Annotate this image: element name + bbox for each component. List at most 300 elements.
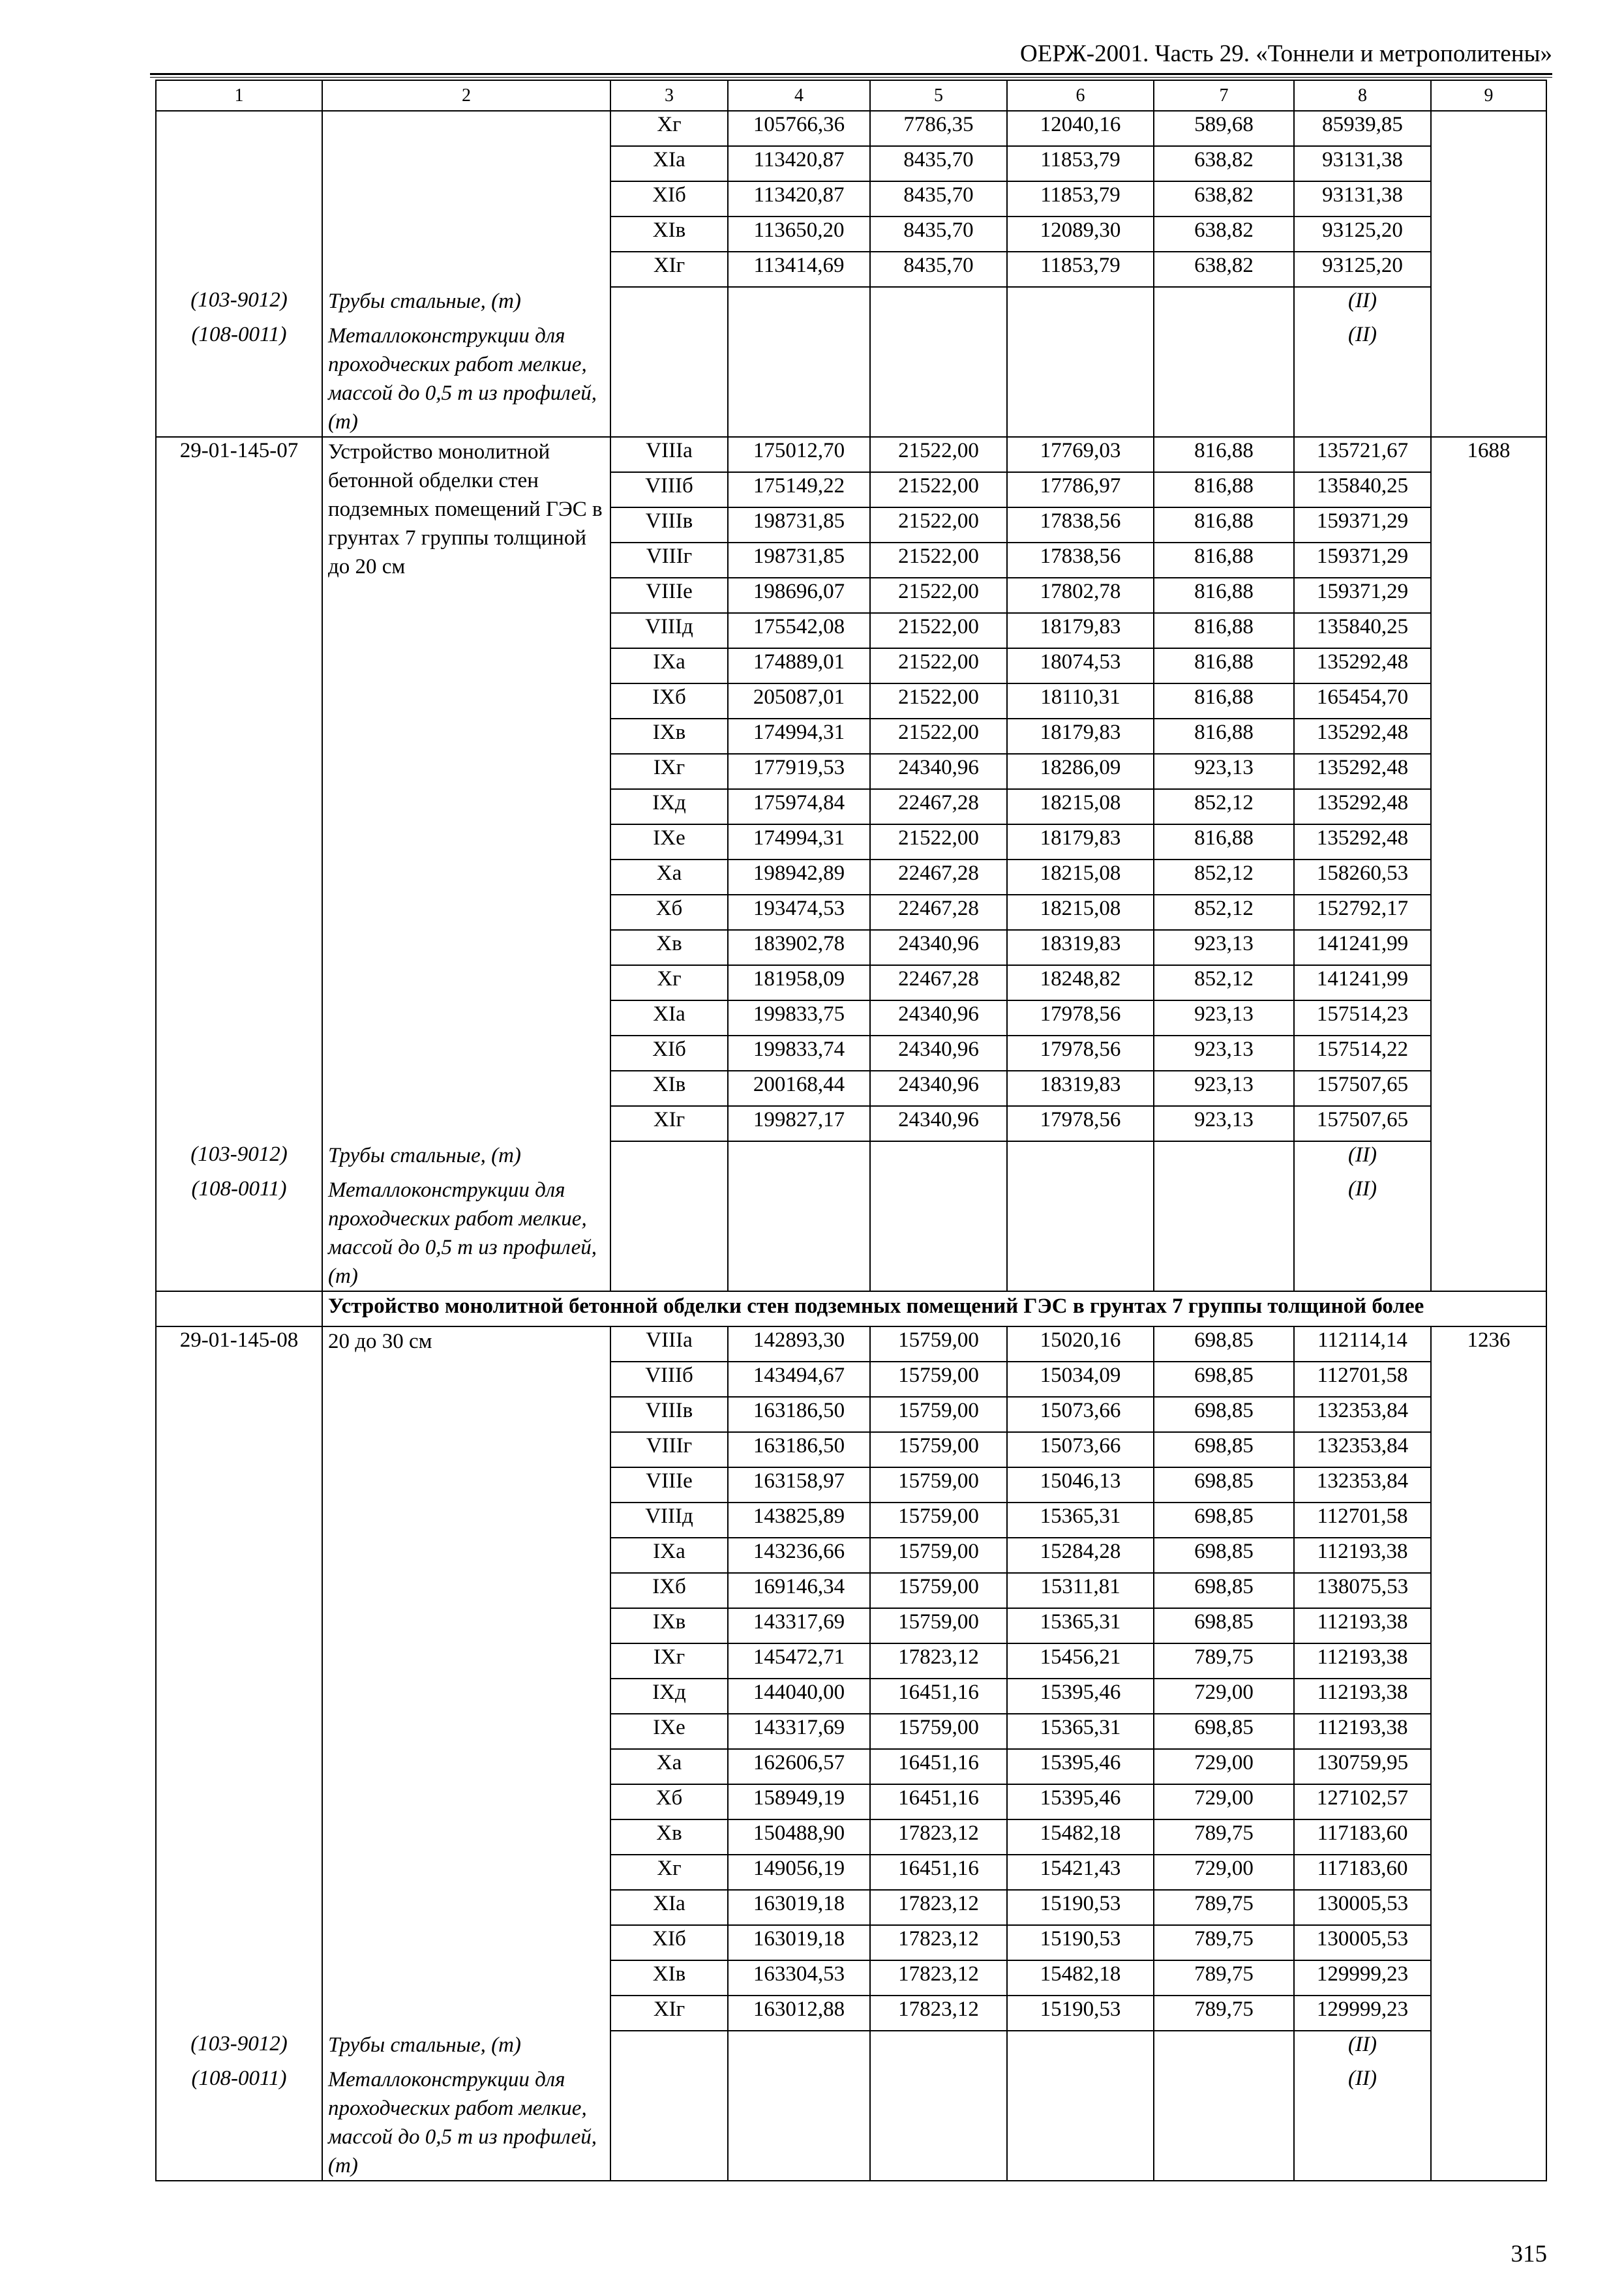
price-cell: 24340,96: [870, 1036, 1007, 1071]
soil-class: VIIIб: [610, 472, 728, 507]
empty-cell: [870, 2031, 1007, 2065]
price-cell: 130005,53: [1294, 1890, 1431, 1925]
empty-cell: [1007, 1141, 1154, 1176]
price-cell: 15759,00: [870, 1714, 1007, 1749]
price-cell: 923,13: [1154, 754, 1294, 789]
price-cell: 18248,82: [1007, 965, 1154, 1000]
price-cell: 157514,23: [1294, 1000, 1431, 1036]
price-cell: 8435,70: [870, 252, 1007, 287]
soil-class: Xа: [610, 1749, 728, 1784]
price-cell: 199833,74: [728, 1036, 870, 1071]
price-cell: 12089,30: [1007, 217, 1154, 252]
price-cell: 112193,38: [1294, 1608, 1431, 1643]
price-cell: 816,88: [1154, 507, 1294, 543]
price-cell: 199827,17: [728, 1106, 870, 1141]
price-cell: 923,13: [1154, 1071, 1294, 1106]
price-cell: 816,88: [1154, 613, 1294, 648]
soil-class: IXб: [610, 683, 728, 719]
price-cell: 17823,12: [870, 1643, 1007, 1679]
empty-cell: [610, 287, 728, 322]
price-cell: 93131,38: [1294, 181, 1431, 217]
price-cell: 132353,84: [1294, 1467, 1431, 1503]
price-cell: 175012,70: [728, 437, 870, 472]
price-cell: 105766,36: [728, 111, 870, 146]
empty-cell: [870, 287, 1007, 322]
price-cell: 175542,08: [728, 613, 870, 648]
price-cell: 8435,70: [870, 181, 1007, 217]
material-name: Металлоконструкции для проходческих работ мелкие, массой до 0,5 т из профилей, (т): [322, 2065, 610, 2181]
material-name: Трубы стальные, (т): [322, 2031, 610, 2065]
price-cell: 17838,56: [1007, 507, 1154, 543]
column-number: 8: [1294, 80, 1431, 111]
price-cell: 15190,53: [1007, 1890, 1154, 1925]
empty-cell: [610, 1141, 728, 1176]
empty-cell: [1007, 2065, 1154, 2181]
price-cell: 174994,31: [728, 824, 870, 860]
price-cell: 923,13: [1154, 930, 1294, 965]
soil-class: Xг: [610, 965, 728, 1000]
price-cell: 15421,43: [1007, 1855, 1154, 1890]
price-cell: 589,68: [1154, 111, 1294, 146]
material-code: (103-9012): [156, 1141, 322, 1176]
soil-class: XIб: [610, 181, 728, 217]
price-cell: 24340,96: [870, 754, 1007, 789]
col9-value: 1688: [1431, 437, 1546, 1291]
material-mark: (II): [1294, 287, 1431, 322]
price-cell: 789,75: [1154, 1643, 1294, 1679]
price-cell: 15759,00: [870, 1608, 1007, 1643]
price-cell: 12040,16: [1007, 111, 1154, 146]
price-cell: 113650,20: [728, 217, 870, 252]
soil-class: IXг: [610, 1643, 728, 1679]
price-cell: 698,85: [1154, 1362, 1294, 1397]
price-cell: 199833,75: [728, 1000, 870, 1036]
price-cell: 112193,38: [1294, 1643, 1431, 1679]
price-cell: 18074,53: [1007, 648, 1154, 683]
price-cell: 175974,84: [728, 789, 870, 824]
price-cell: 143236,66: [728, 1538, 870, 1573]
price-cell: 21522,00: [870, 824, 1007, 860]
empty-cell: [156, 1291, 322, 1326]
price-cell: 130759,95: [1294, 1749, 1431, 1784]
price-cell: 18179,83: [1007, 824, 1154, 860]
material-name: Металлоконструкции для проходческих работ мелкие, массой до 0,5 т из профилей, (т): [322, 1176, 610, 1291]
price-cell: 789,75: [1154, 1925, 1294, 1960]
material-row: [156, 287, 1546, 322]
soil-class: Xа: [610, 860, 728, 895]
price-cell: 198731,85: [728, 507, 870, 543]
soil-class: VIIIе: [610, 578, 728, 613]
price-cell: 21522,00: [870, 543, 1007, 578]
price-cell: 112701,58: [1294, 1362, 1431, 1397]
price-cell: 17823,12: [870, 1819, 1007, 1855]
empty-cell: [870, 322, 1007, 437]
price-cell: 93125,20: [1294, 217, 1431, 252]
soil-class: XIв: [610, 1071, 728, 1106]
price-cell: 135292,48: [1294, 789, 1431, 824]
price-cell: 698,85: [1154, 1573, 1294, 1608]
price-cell: 150488,90: [728, 1819, 870, 1855]
price-cell: 15759,00: [870, 1467, 1007, 1503]
price-cell: 163186,50: [728, 1432, 870, 1467]
price-cell: 22467,28: [870, 965, 1007, 1000]
price-cell: 17978,56: [1007, 1106, 1154, 1141]
price-cell: 21522,00: [870, 648, 1007, 683]
price-cell: 163012,88: [728, 1996, 870, 2031]
soil-class: XIг: [610, 252, 728, 287]
soil-class: XIа: [610, 146, 728, 181]
price-cell: 852,12: [1154, 895, 1294, 930]
price-cell: 205087,01: [728, 683, 870, 719]
price-cell: 157514,22: [1294, 1036, 1431, 1071]
price-cell: 789,75: [1154, 1996, 1294, 2031]
price-cell: 8435,70: [870, 217, 1007, 252]
price-cell: 158949,19: [728, 1784, 870, 1819]
price-cell: 15759,00: [870, 1362, 1007, 1397]
price-cell: 16451,16: [870, 1855, 1007, 1890]
price-cell: 144040,00: [728, 1679, 870, 1714]
column-number: 4: [728, 80, 870, 111]
material-name: Трубы стальные, (т): [322, 1141, 610, 1176]
price-cell: 135292,48: [1294, 648, 1431, 683]
price-cell: 183902,78: [728, 930, 870, 965]
price-cell: 18215,08: [1007, 860, 1154, 895]
price-cell: 129999,23: [1294, 1996, 1431, 2031]
price-cell: 15395,46: [1007, 1784, 1154, 1819]
rate-code: 29-01-145-08: [156, 1326, 322, 2031]
price-cell: 132353,84: [1294, 1397, 1431, 1432]
price-cell: 17823,12: [870, 1996, 1007, 2031]
price-cell: 15190,53: [1007, 1925, 1154, 1960]
price-cell: 729,00: [1154, 1855, 1294, 1890]
price-cell: 21522,00: [870, 683, 1007, 719]
price-cell: 130005,53: [1294, 1925, 1431, 1960]
empty-cell: [1154, 322, 1294, 437]
rate-description: Устройство монолитной бетонной обделки стен подземных помещений ГЭС в грунтах 7 группы толщиной до 20 см: [322, 437, 610, 1141]
soil-class: VIIIа: [610, 1326, 728, 1362]
price-cell: 135840,25: [1294, 472, 1431, 507]
price-cell: 15759,00: [870, 1432, 1007, 1467]
price-cell: 11853,79: [1007, 181, 1154, 217]
column-number: 5: [870, 80, 1007, 111]
price-cell: 132353,84: [1294, 1432, 1431, 1467]
price-cell: 789,75: [1154, 1819, 1294, 1855]
price-cell: 18179,83: [1007, 719, 1154, 754]
empty-cell: [610, 2065, 728, 2181]
empty-cell: [1154, 1176, 1294, 1291]
rate-description: 20 до 30 см: [322, 1326, 610, 2031]
empty-cell: [1007, 2031, 1154, 2065]
price-cell: 816,88: [1154, 683, 1294, 719]
soil-class: XIа: [610, 1000, 728, 1036]
price-cell: 152792,17: [1294, 895, 1431, 930]
price-cell: 16451,16: [870, 1749, 1007, 1784]
empty-cell: [1007, 1176, 1154, 1291]
price-cell: 15073,66: [1007, 1397, 1154, 1432]
page-header: ОЕРЖ-2001. Часть 29. «Тоннели и метрополитены»: [1020, 40, 1552, 67]
table-row: [156, 111, 1546, 146]
column-number: 6: [1007, 80, 1154, 111]
price-cell: 163186,50: [728, 1397, 870, 1432]
empty-cell: [1007, 322, 1154, 437]
column-number: 3: [610, 80, 728, 111]
empty-cell: [728, 1141, 870, 1176]
price-cell: 141241,99: [1294, 965, 1431, 1000]
price-cell: 112193,38: [1294, 1538, 1431, 1573]
price-cell: 24340,96: [870, 1071, 1007, 1106]
price-cell: 923,13: [1154, 1036, 1294, 1071]
soil-class: IXе: [610, 824, 728, 860]
price-cell: 17823,12: [870, 1925, 1007, 1960]
price-cell: 193474,53: [728, 895, 870, 930]
soil-class: IXв: [610, 1608, 728, 1643]
soil-class: IXд: [610, 789, 728, 824]
price-cell: 142893,30: [728, 1326, 870, 1362]
rate-code: [156, 111, 322, 287]
page-number: 315: [1511, 2241, 1547, 2267]
price-cell: 143317,69: [728, 1608, 870, 1643]
material-row: [156, 2065, 1546, 2181]
price-cell: 24340,96: [870, 930, 1007, 965]
price-cell: 159371,29: [1294, 507, 1431, 543]
material-mark: (II): [1294, 1176, 1431, 1291]
soil-class: VIIIб: [610, 1362, 728, 1397]
material-row: [156, 1176, 1546, 1291]
rates-table-body: [156, 80, 1546, 2181]
price-cell: 816,88: [1154, 472, 1294, 507]
table-row: [156, 1326, 1546, 1362]
soil-class: Xв: [610, 1819, 728, 1855]
price-cell: 135721,67: [1294, 437, 1431, 472]
price-cell: 15482,18: [1007, 1819, 1154, 1855]
price-cell: 15073,66: [1007, 1432, 1154, 1467]
soil-class: XIг: [610, 1996, 728, 2031]
price-cell: 18110,31: [1007, 683, 1154, 719]
soil-class: VIIIд: [610, 1503, 728, 1538]
price-cell: 638,82: [1154, 252, 1294, 287]
price-cell: 15020,16: [1007, 1326, 1154, 1362]
header-rule: [150, 73, 1552, 75]
price-cell: 638,82: [1154, 181, 1294, 217]
price-cell: 18286,09: [1007, 754, 1154, 789]
price-cell: 112193,38: [1294, 1714, 1431, 1749]
price-cell: 15759,00: [870, 1538, 1007, 1573]
price-cell: 175149,22: [728, 472, 870, 507]
empty-cell: [870, 1176, 1007, 1291]
price-cell: 162606,57: [728, 1749, 870, 1784]
soil-class: XIв: [610, 1960, 728, 1996]
price-cell: 117183,60: [1294, 1855, 1431, 1890]
material-mark: (II): [1294, 1141, 1431, 1176]
material-name: Трубы стальные, (т): [322, 287, 610, 322]
price-cell: 113414,69: [728, 252, 870, 287]
empty-cell: [728, 2065, 870, 2181]
price-cell: 18319,83: [1007, 930, 1154, 965]
empty-cell: [728, 1176, 870, 1291]
price-cell: 18215,08: [1007, 789, 1154, 824]
price-cell: 15365,31: [1007, 1503, 1154, 1538]
column-number-row: [156, 80, 1546, 111]
material-code: (108-0011): [156, 1176, 322, 1291]
price-cell: 157507,65: [1294, 1106, 1431, 1141]
empty-cell: [870, 1141, 1007, 1176]
price-cell: 729,00: [1154, 1679, 1294, 1714]
column-number: 1: [156, 80, 322, 111]
price-cell: 698,85: [1154, 1608, 1294, 1643]
price-cell: 18179,83: [1007, 613, 1154, 648]
price-cell: 198696,07: [728, 578, 870, 613]
price-cell: 816,88: [1154, 543, 1294, 578]
soil-class: XIг: [610, 1106, 728, 1141]
price-cell: 816,88: [1154, 719, 1294, 754]
price-cell: 7786,35: [870, 111, 1007, 146]
price-cell: 138075,53: [1294, 1573, 1431, 1608]
rates-table: [155, 80, 1547, 2181]
soil-class: VIIIг: [610, 543, 728, 578]
material-mark: (II): [1294, 2065, 1431, 2181]
price-cell: 21522,00: [870, 472, 1007, 507]
price-cell: 21522,00: [870, 437, 1007, 472]
empty-cell: [610, 2031, 728, 2065]
price-cell: 698,85: [1154, 1326, 1294, 1362]
soil-class: IXд: [610, 1679, 728, 1714]
soil-class: IXа: [610, 648, 728, 683]
section-header-row: [156, 1291, 1546, 1326]
price-cell: 141241,99: [1294, 930, 1431, 965]
price-cell: 17786,97: [1007, 472, 1154, 507]
column-number: 9: [1431, 80, 1546, 111]
material-code: (103-9012): [156, 287, 322, 322]
price-cell: 163019,18: [728, 1890, 870, 1925]
empty-cell: [610, 322, 728, 437]
price-cell: 135292,48: [1294, 754, 1431, 789]
price-cell: 789,75: [1154, 1890, 1294, 1925]
empty-cell: [1154, 1141, 1294, 1176]
price-cell: 22467,28: [870, 860, 1007, 895]
price-cell: 15759,00: [870, 1573, 1007, 1608]
price-cell: 21522,00: [870, 719, 1007, 754]
column-number: 7: [1154, 80, 1294, 111]
price-cell: 149056,19: [728, 1855, 870, 1890]
empty-cell: [728, 322, 870, 437]
price-cell: 852,12: [1154, 860, 1294, 895]
price-cell: 15034,09: [1007, 1362, 1154, 1397]
price-cell: 11853,79: [1007, 146, 1154, 181]
price-cell: 8435,70: [870, 146, 1007, 181]
material-row: [156, 322, 1546, 437]
soil-class: XIа: [610, 1890, 728, 1925]
section-header: Устройство монолитной бетонной обделки стен подземных помещений ГЭС в грунтах 7 группы толщиной более: [322, 1291, 1546, 1326]
price-cell: 85939,85: [1294, 111, 1431, 146]
price-cell: 163304,53: [728, 1960, 870, 1996]
price-cell: 21522,00: [870, 578, 1007, 613]
soil-class: Xб: [610, 1784, 728, 1819]
price-cell: 18215,08: [1007, 895, 1154, 930]
header-rule-thin: [150, 77, 1552, 78]
price-cell: 112114,14: [1294, 1326, 1431, 1362]
price-cell: 127102,57: [1294, 1784, 1431, 1819]
price-cell: 169146,34: [728, 1573, 870, 1608]
price-cell: 16451,16: [870, 1784, 1007, 1819]
soil-class: VIIIа: [610, 437, 728, 472]
price-cell: 698,85: [1154, 1503, 1294, 1538]
price-cell: 143825,89: [728, 1503, 870, 1538]
material-row: [156, 2031, 1546, 2065]
soil-class: Xг: [610, 111, 728, 146]
price-cell: 17978,56: [1007, 1000, 1154, 1036]
price-cell: 112193,38: [1294, 1679, 1431, 1714]
price-cell: 698,85: [1154, 1397, 1294, 1432]
empty-cell: [1154, 2065, 1294, 2181]
price-cell: 17769,03: [1007, 437, 1154, 472]
price-cell: 17838,56: [1007, 543, 1154, 578]
price-cell: 163158,97: [728, 1467, 870, 1503]
material-mark: (II): [1294, 322, 1431, 437]
material-code: (108-0011): [156, 322, 322, 437]
price-cell: 159371,29: [1294, 578, 1431, 613]
soil-class: IXа: [610, 1538, 728, 1573]
price-cell: 22467,28: [870, 789, 1007, 824]
price-cell: 15190,53: [1007, 1996, 1154, 2031]
price-cell: 113420,87: [728, 146, 870, 181]
price-cell: 181958,09: [728, 965, 870, 1000]
price-cell: 22467,28: [870, 895, 1007, 930]
price-cell: 165454,70: [1294, 683, 1431, 719]
price-cell: 729,00: [1154, 1784, 1294, 1819]
price-cell: 158260,53: [1294, 860, 1431, 895]
soil-class: VIIIг: [610, 1432, 728, 1467]
price-cell: 17802,78: [1007, 578, 1154, 613]
price-cell: 17823,12: [870, 1890, 1007, 1925]
price-cell: 159371,29: [1294, 543, 1431, 578]
soil-class: IXв: [610, 719, 728, 754]
price-cell: 198731,85: [728, 543, 870, 578]
rate-description: [322, 111, 610, 287]
soil-class: XIб: [610, 1925, 728, 1960]
empty-cell: [610, 1176, 728, 1291]
price-cell: 143494,67: [728, 1362, 870, 1397]
soil-class: VIIIд: [610, 613, 728, 648]
soil-class: Xб: [610, 895, 728, 930]
price-cell: 15759,00: [870, 1503, 1007, 1538]
price-cell: 112701,58: [1294, 1503, 1431, 1538]
price-cell: 15365,31: [1007, 1714, 1154, 1749]
soil-class: Xг: [610, 1855, 728, 1890]
price-cell: 18319,83: [1007, 1071, 1154, 1106]
col9-value: [1431, 111, 1546, 437]
soil-class: IXе: [610, 1714, 728, 1749]
price-cell: 789,75: [1154, 1960, 1294, 1996]
price-cell: 11853,79: [1007, 252, 1154, 287]
price-cell: 15395,46: [1007, 1749, 1154, 1784]
price-cell: 135292,48: [1294, 719, 1431, 754]
soil-class: Xв: [610, 930, 728, 965]
price-cell: 15759,00: [870, 1326, 1007, 1362]
price-cell: 923,13: [1154, 1106, 1294, 1141]
soil-class: XIв: [610, 217, 728, 252]
price-cell: 21522,00: [870, 613, 1007, 648]
rate-code: 29-01-145-07: [156, 437, 322, 1141]
price-cell: 15456,21: [1007, 1643, 1154, 1679]
col9-value: 1236: [1431, 1326, 1546, 2181]
price-cell: 198942,89: [728, 860, 870, 895]
price-cell: 93131,38: [1294, 146, 1431, 181]
price-cell: 174994,31: [728, 719, 870, 754]
price-cell: 15482,18: [1007, 1960, 1154, 1996]
price-cell: 816,88: [1154, 824, 1294, 860]
price-cell: 923,13: [1154, 1000, 1294, 1036]
price-cell: 852,12: [1154, 789, 1294, 824]
